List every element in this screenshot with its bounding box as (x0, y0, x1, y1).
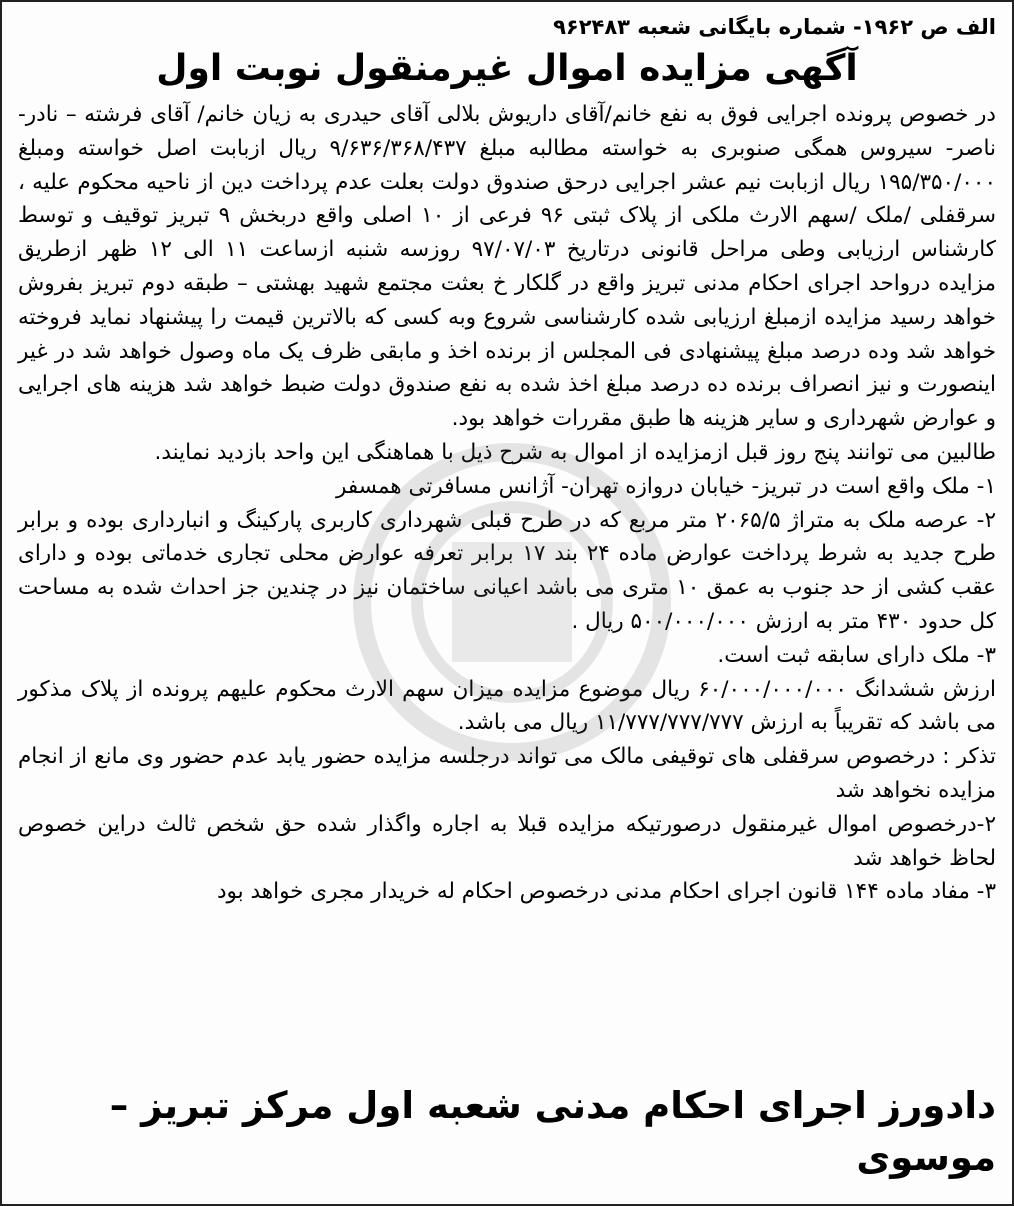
notice-title: آگهی مزایده اموال غیرمنقول نوبت اول (156, 48, 858, 89)
note-3: ۳- مفاد ماده ۱۴۴ قانون اجرای احکام مدنی درخصوص احکام له خریدار مجری خواهد بود (216, 879, 996, 905)
paragraph-visit-info: طالبین می توانند پنج روز قبل ازمزایده از اموال به شرح ذیل با هماهنگی این واحد بازدید نمایند. (154, 439, 996, 465)
signature-line: دادورز اجرای احکام مدنی شعبه اول مرکز تبریز – موسوی (109, 1084, 996, 1179)
item-area: ۲- عرصه ملک به متراژ ۲۰۶۵/۵ متر مربع که در طرح قبلی شهرداری کاربری پارکینگ و انبارداری بوده و برابر طرح جدید به شرط پرداخت عوارض ماده ۲۴ بند ۱۷ برابر تعرفه عوارض محلی تجاری خدماتی بوده و دارای عقب کشی از حد جنوب به عمق ۱۰ متری می باشد اعیانی ساختمان نیز در چندین جز احداث شده به مساحت کل حدود ۴۳۰ متر به ارزش ۵۰۰/۰۰۰/۰۰۰ ریال . (18, 507, 997, 634)
notice-body (18, 98, 996, 909)
paragraph-valuation: ارزش ششدانگ ۶۰/۰۰۰/۰۰۰/۰۰۰ ریال موضوع مزایده میزان سهم الارث محکوم علیهم پرونده از پلاک مذکور می باشد که تقریباً به ارزش ۱۱/۷۷۷/۷۷۷/۷۷۷ ریال می باشد. (18, 676, 996, 736)
note-2: ۲-درخصوص اموال غیرمنقول درصورتیکه مزایده قبلا به اجاره واگذار شده حق شخص ثالث دراین خصوص لحاظ خواهد شد (18, 811, 996, 871)
paragraph-case-details: در خصوص پرونده اجرایی فوق به نفع خانم/آقای داریوش بلالی آقای حیدری به زیان خانم/ آقای فرشته – نادر- ناصر- سیروس همگی صنوبری به خواسته مطالبه مبلغ ۹/۶۳۶/۳۶۸/۴۳۷ ریال ازبابت اصل خواسته ومبلغ ۱۹۵/۳۵۰/۰۰۰ ریال ازبابت نیم عشر اجرایی درحق صندوق دولت بعلت عدم پرداخت دین از ناحیه محکوم علیه ، سرقفلی /ملک /سهم الارث ملکی از پلاک ثبتی ۹۶ فرعی از ۱۰ اصلی واقع دربخش ۹ تبریز توقیف و توسط کارشناس ارزیابی وطی مراحل قانونی درتاریخ ۹۷/۰۷/۰۳ روزسه شنبه ازساعت ۱۱ الی ۱۲ ظهر ازطریق مزایده درواحد اجرای احکام مدنی تبریز واقع در گلکار خ بعثت مجتمع شهید بهشتی – طبقه دوم تبریز بفروش خواهد رسید مزایده ازمبلغ ارزیابی شده کارشناسی شروع وبه کسی که بالاترین قیمت را پیشنهاد نماید فروخته خواهد شد وده درصد مبلغ پیشنهادی فی المجلس از برنده اخذ و مابقی ظرف یک ماه وصول خواهد شد در غیر اینصورت و نیز انصراف برنده ده درصد مبلغ اخذ شده به نفع صندوق دولت ضبط خواهد شد هزینه های اجرایی و عوارض شهرداری و سایر هزینه ها طبق مقررات خواهد بود. (18, 102, 996, 432)
note-1: تذکر : درخصوص سرقفلی های توقیفی مالک می تواند درجلسه مزایده حضور یابد عدم حضور وی مانع از انجام مزایده نخواهد شد (18, 744, 996, 803)
item-location: ۱- ملک واقع است در تبریز- خیابان دروازه تهران- آژانس مسافرتی همسفر (335, 473, 996, 499)
reference-number: الف ص ۱۹۶۲- شماره بایگانی شعبه ۹۶۲۴۸۳ (553, 15, 996, 39)
item-registration: ۳- ملک دارای سابقه ثبت است. (717, 642, 996, 668)
